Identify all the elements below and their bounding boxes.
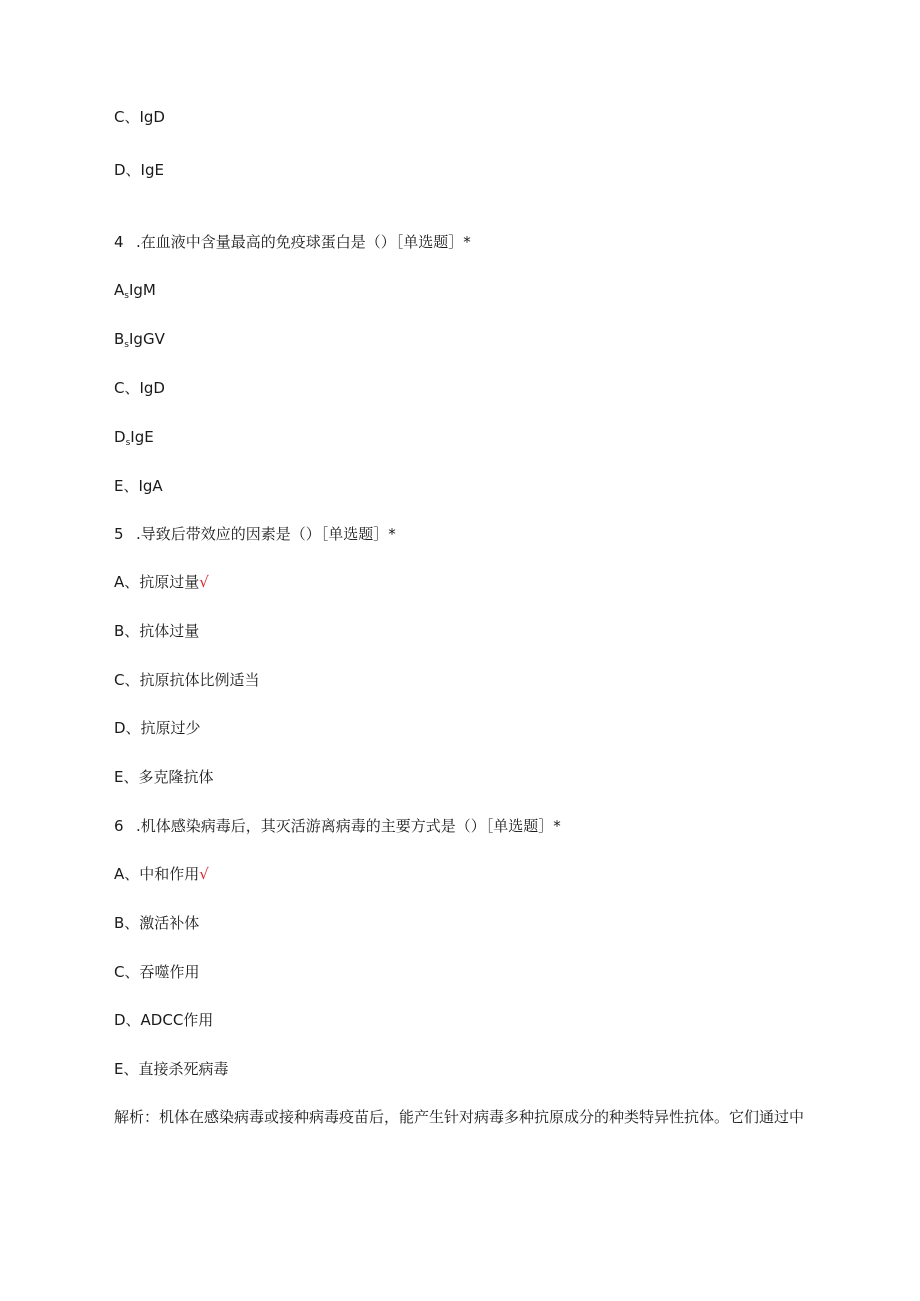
question-number: 4 xyxy=(114,233,124,251)
question-number: 5 xyxy=(114,525,124,543)
q6-option-a[interactable] xyxy=(114,864,209,884)
correct-check-icon: √ xyxy=(199,865,209,883)
q4-option-c[interactable]: C、IgD xyxy=(114,379,165,397)
option-separator: s xyxy=(124,340,129,350)
q5-option-d[interactable]: D、抗原过少 xyxy=(114,719,201,737)
q6-option-e[interactable]: E、直接杀死病毒 xyxy=(114,1060,229,1078)
option-value: IgE xyxy=(130,428,154,446)
q6-option-b[interactable]: B、激活补体 xyxy=(114,914,200,932)
question-text: .导致后带效应的因素是（）［单选题］* xyxy=(136,525,396,543)
question-6-stem xyxy=(114,816,561,836)
option-letter: B xyxy=(114,330,125,348)
q4-option-d[interactable] xyxy=(114,427,154,453)
q5-option-a[interactable] xyxy=(114,572,209,592)
q6-option-d[interactable]: D、ADCC作用 xyxy=(114,1011,214,1029)
option-value: IgGV xyxy=(129,330,165,348)
option-label: A、抗原过量 xyxy=(114,573,200,591)
q5-option-b[interactable]: B、抗体过量 xyxy=(114,622,200,640)
question-4-stem xyxy=(114,232,471,252)
q6-option-c[interactable]: C、吞噬作用 xyxy=(114,963,200,981)
option-letter: D xyxy=(114,428,126,446)
question-5-stem xyxy=(114,524,396,544)
option-value: IgM xyxy=(128,281,156,299)
analysis-text: 解析：机体在感染病毒或接种病毒疫苗后，能产生针对病毒多种抗原成分的种类特异性抗体。它们通过中 xyxy=(114,1108,805,1126)
option-label: A、中和作用 xyxy=(114,865,200,883)
prev-option-c[interactable]: C、IgD xyxy=(114,108,165,126)
option-separator: s xyxy=(125,438,131,448)
option-letter: A xyxy=(114,281,125,299)
q4-option-e[interactable]: E、IgA xyxy=(114,477,163,495)
correct-check-icon: √ xyxy=(199,573,209,591)
question-text: .在血液中含量最高的免疫球蛋白是（）［单选题］* xyxy=(136,233,471,251)
q4-option-a[interactable] xyxy=(114,280,156,306)
question-number: 6 xyxy=(114,817,124,835)
q4-option-b[interactable] xyxy=(114,329,165,355)
q5-option-c[interactable]: C、抗原抗体比例适当 xyxy=(114,671,260,689)
option-separator: s xyxy=(124,291,129,301)
question-text: .机体感染病毒后，其灭活游离病毒的主要方式是（）［单选题］* xyxy=(136,817,561,835)
prev-option-d[interactable]: D、IgE xyxy=(114,161,164,179)
q5-option-e[interactable]: E、多克隆抗体 xyxy=(114,768,214,786)
